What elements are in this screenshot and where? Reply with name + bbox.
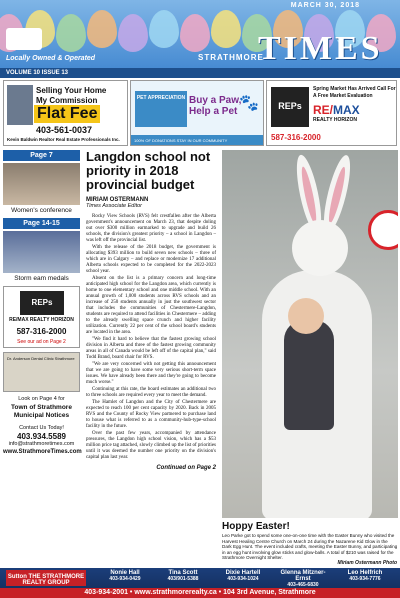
agent-phone: 403/901-5388 (167, 576, 199, 582)
bunny-head (292, 220, 348, 276)
contact-phone: 403.934.5589 (17, 432, 66, 441)
article-paragraph: "We are very concerned with not getting this announcement that we are going to have some very serious short-term space issues. We have already been there and they're going to become much worse." (86, 362, 216, 385)
sutton-logo: Sutton THE STRATHMORE REALTY GROUP (6, 570, 86, 586)
agent (278, 570, 328, 588)
article-paragraph: With the release of the 2018 budget, the government is allocating $393 million to build seven new schools – three of which are in Calgary – and replace or modernize 17 additional Alberta schools expected to be completed for the 2022-2023 school year. (86, 245, 216, 274)
reps-logo: REPs (20, 291, 64, 315)
remax-logo (313, 103, 360, 117)
agent (218, 570, 268, 582)
ad-phone: 587-316-2000 (271, 133, 321, 142)
sidebar-info (3, 396, 80, 455)
agent (340, 570, 390, 582)
agent-photo (7, 85, 33, 125)
tagline: Locally Owned & Operated (6, 55, 96, 62)
lead-article (86, 150, 216, 566)
agent-name: Glenna Mitzner-Ernst (280, 570, 326, 582)
child (284, 320, 334, 430)
article-body (86, 214, 216, 461)
easter-bunny-photo (222, 150, 398, 518)
info-line-bold: Municipal Notices (13, 412, 70, 419)
ad-subtitle: REALTY HORIZON (313, 117, 357, 123)
ad-title: RE/MAX REALTY HORIZON (9, 317, 74, 323)
ad-heading: Spring Market Has Arrived Call For A Free Market Evaluation (313, 86, 396, 99)
article-paragraph: "We find it hard to believe that the fastest growing school division in Alberta and three of the fastest growing community areas in all of Canada would be left off of the capital plan," said Todd Brand, board chair for RVS. (86, 337, 216, 360)
photo-caption: Leo Parke got to spend some one-on-one time with the Easter Bunny who visited the Harvest Healing Centre Church on March 24 during the Nazarene Kid Glow in the Dark Egg Hunt. The event included crafts, meeting the Easter Bunny, and participating in an egg hunt involving glow sticks and glow-balls. A total of $210 was raised for the Strathmore Overnight Shelter. (222, 533, 398, 561)
article-paragraph: The Hamlet of Langdon and the City of Chestermere are expected to reach 100 per cent capacity by 2020. Back in 2005 RVS and the County of Rocky View partnered to purchase land to house what is referred to as a community-hub-type-school facility in the future. (86, 400, 216, 429)
ad-remax[interactable] (266, 80, 397, 146)
ad-line: My Commission (36, 96, 98, 105)
ad-footer: Kevin Baldwin Realtor Real Estate Professionals Inc. (7, 137, 120, 142)
info-line-bold: Town of Strathmore (11, 403, 72, 411)
page-ref-7[interactable]: Page 7 (3, 150, 80, 161)
issue-number: VOLUME 10 ISSUE 13 (6, 70, 69, 76)
thumbnail-storm-medals[interactable] (3, 231, 80, 273)
ad-headline: Buy a Paw, Help a Pet (189, 95, 242, 117)
masthead (0, 0, 400, 78)
easter-egg (118, 14, 148, 52)
reps-logo: REPs (271, 87, 309, 127)
article-headline[interactable]: Langdon school not priority in 2018 provincial budget (86, 149, 211, 192)
town-name: STRATHMORE (198, 53, 264, 62)
remax-logo-part: MAX (333, 103, 360, 117)
remax-logo-part: RE/ (313, 103, 334, 117)
child-head (288, 298, 324, 334)
thumbnail-caption: Storm eam medals (14, 275, 69, 282)
ad-headline: Flat Fee (34, 105, 100, 123)
byline-role: Times Associate Editor (86, 203, 142, 209)
agent-phone: 403-934-7776 (349, 576, 381, 582)
issue-date: MARCH 30, 2018 (290, 2, 360, 9)
easter-egg (56, 14, 86, 52)
agent-name: Nonie Hall (110, 570, 140, 576)
agent-phone: 403-934-1024 (227, 576, 259, 582)
agent (100, 570, 150, 582)
agent-phone: 403-934-0429 (109, 576, 141, 582)
page-ref-14[interactable]: Page 14-15 (3, 218, 80, 229)
agent-name: Dixie Hartell (225, 570, 261, 576)
logo (6, 28, 42, 50)
contact-email[interactable]: info@strathmoretimes.com (8, 441, 75, 447)
article-paragraph: Rocky View Schools (RVS) felt crestfallen after the Alberta government's announcement on March 23, that despite doling out over $300 million earmarked to upgrade and build 26 schools, the division's greatest priority – a school in Langdon – was left off the provincial list. (86, 214, 216, 243)
ad-footer: 100% OF DONATIONS STAY IN OUR COMMUNITY (131, 135, 263, 145)
easter-egg (180, 14, 210, 52)
ad-line: Selling Your Home (36, 86, 107, 95)
ad-see-page: See our ad on Page 2 (17, 339, 66, 345)
easter-egg (87, 10, 117, 48)
issue-bar (0, 68, 400, 78)
article-paragraph: Over the past few years, accompanied by attendance pressures, the Langdon high school vision, which has a $53 million price tag attached, slowly climbed up the list of priorities until it was deemed the number one priority on the division's capital plan last year. (86, 431, 216, 460)
agent-phone: 403-465-6830 (287, 582, 319, 588)
photo-credit: Miriam Ostermann Photo (337, 560, 397, 566)
photo-title: Hoppy Easter! (222, 521, 290, 532)
sidebar-ad-remax[interactable] (3, 286, 80, 348)
article-paragraph: Absent on the list is a primary concern and long-time anticipated high school for the Langdon area, which currently is home to one elementary school and one middle school. With an annual growth of 1,000 students across RVS schools and an increase of 250 students annually in just the southwest sector that includes the communities of Chestermere-Langdon, students are required to attend facilities in Chestermere – adding to the already swelling space crunch and higher facility utilization. Currently 22 per cent of the school board's students are located in the area. (86, 276, 216, 335)
bottom-ad-sutton[interactable] (0, 568, 400, 598)
pet-banner: PET APPRECIATION (135, 91, 187, 127)
newspaper-title: TIMES (258, 30, 383, 67)
easter-egg (211, 10, 241, 48)
sidebar (3, 150, 80, 566)
agent (158, 570, 208, 582)
thumbnail-caption: Women's conference (11, 207, 72, 214)
website-link[interactable]: www.StrathmoreTimes.com (3, 448, 82, 455)
article-paragraph: Continuing at this rate, the board estimates an additional two to three schools are required every year to meet the demand. (86, 387, 216, 398)
continued-link[interactable]: Continued on Page 2 (156, 465, 216, 471)
easter-egg (149, 10, 179, 48)
info-line: Look on Page 4 for (18, 396, 65, 402)
ad-phone: 587-316-2000 (16, 327, 67, 336)
ad-phone: 403-561-0037 (36, 125, 93, 135)
thumbnail-womens-conference[interactable] (3, 163, 80, 205)
byline: MIRIAM OSTERMANN (86, 197, 149, 203)
bottom-ad-footer: 403-934-2001 • www.strathmorerealty.ca • 104 3rd Avenue, Strathmore (0, 588, 400, 598)
agent-name: Leo Helfrich (347, 570, 383, 576)
contact-label: Contact Us Today! (19, 424, 64, 431)
top-ads-row (0, 80, 400, 146)
sidebar-ad-clinic[interactable]: Dr. Anderson Dental Clinic Strathmore (3, 352, 80, 392)
agents-row (0, 568, 400, 588)
olds-sign (368, 210, 398, 250)
paw-icon: 🐾 (239, 95, 259, 112)
ad-flat-fee[interactable] (3, 80, 128, 146)
agent-name: Tina Scott (168, 570, 198, 576)
ad-pet-appreciation[interactable] (130, 80, 264, 146)
